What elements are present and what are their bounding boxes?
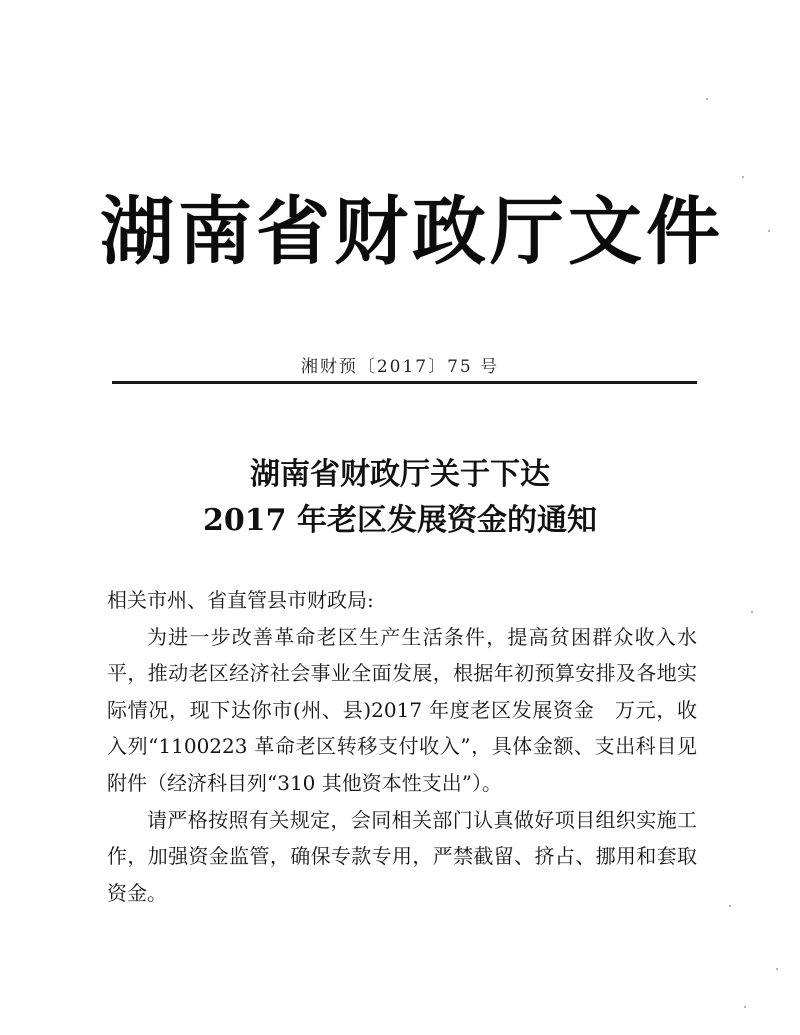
notice-title-line-2: 2017 年老区发展资金的通知 <box>203 503 597 538</box>
notice-title-line-1: 湖南省财政厅关于下达 <box>250 457 550 492</box>
document-number: 湘财预〔2017〕75 号 <box>300 357 500 377</box>
scan-speck <box>744 1006 746 1008</box>
scan-speck <box>776 968 778 970</box>
scan-speck <box>729 905 731 907</box>
scan-speck <box>706 98 708 100</box>
scan-speck <box>751 611 753 613</box>
scan-speck <box>768 230 770 232</box>
body-paragraph-1: 为进一步改善革命老区生产生活条件，提高贫困群众收入水平，推动老区经济社会事业全面发展，根据年初预算安排及各地实际情况，现下达你市(州、县)2017 年度老区发展资金 万元，收入列“1100223 革命老区转移支付收入”，具体金额、支出科目见附件（经济科目列“310 其他资本性支出”）。 <box>107 624 697 795</box>
header-divider <box>112 381 697 384</box>
body-paragraph-2: 请严格按照有关规定，会同相关部门认真做好项目组织实施工作，加强资金监管，确保专款专用，严禁截留、挤占、挪用和套取资金。 <box>107 807 697 905</box>
scan-speck <box>742 176 744 178</box>
document-header-title: 湖南省财政厅文件 <box>100 189 724 275</box>
notice-body <box>107 582 697 911</box>
notice-title <box>100 452 700 544</box>
salutation: 相关市州、省直管县市财政局: <box>107 588 374 612</box>
